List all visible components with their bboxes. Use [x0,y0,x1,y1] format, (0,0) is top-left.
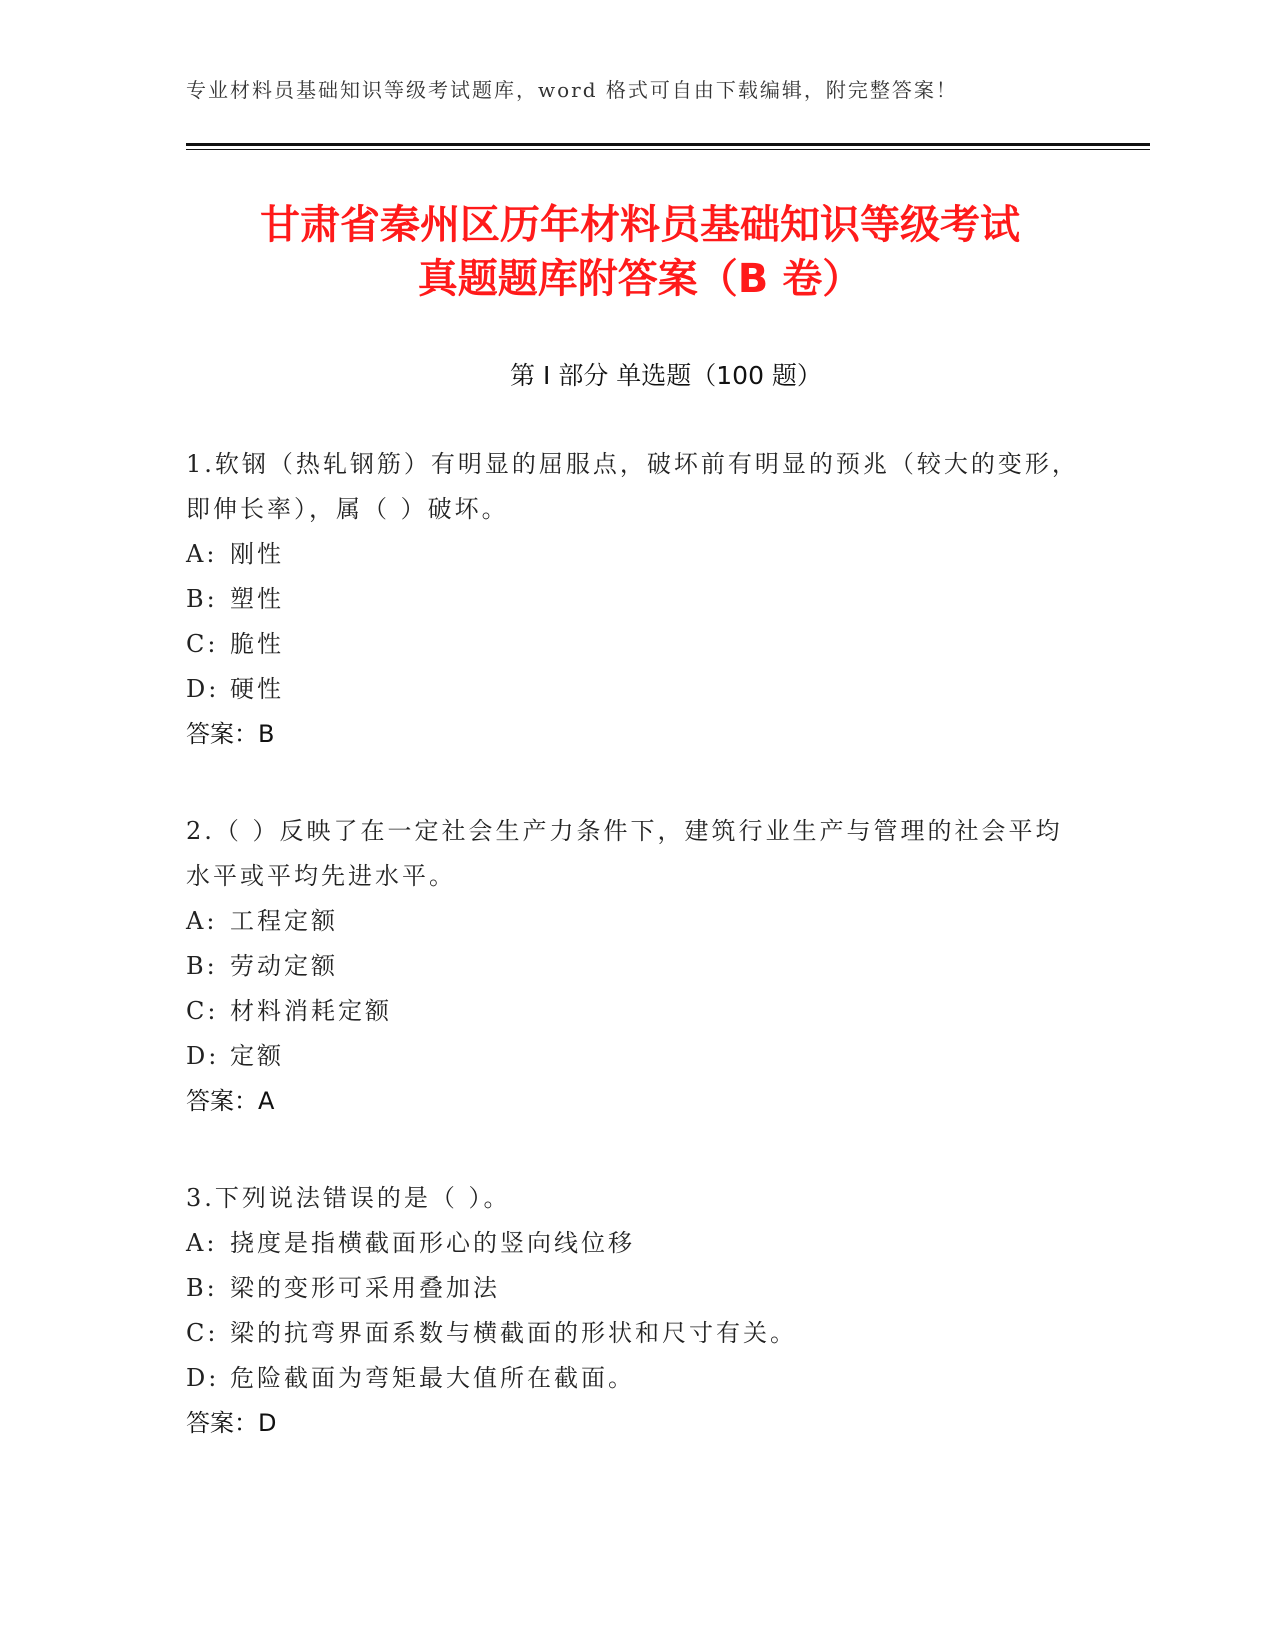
option-d [186,667,1086,712]
option-letter: D: [186,675,220,703]
document-title [180,198,1100,306]
question-list [186,442,1086,1498]
option-a [186,532,1086,577]
question-2 [186,809,1086,1124]
option-text: 挠度是指横截面形心的竖向线位移 [230,1229,635,1257]
option-letter: B: [186,952,218,980]
option-b [186,577,1086,622]
option-letter: A: [186,540,218,568]
option-letter: D: [186,1364,220,1392]
question-stem: 1.软钢（热轧钢筋）有明显的屈服点，破坏前有明显的预兆（较大的变形，即伸长率），属（ ）破坏。 [186,450,1079,523]
option-letter: A: [186,1229,218,1257]
option-text: 脆性 [230,630,284,658]
option-c [186,622,1086,667]
option-text: 梁的抗弯界面系数与横截面的形状和尺寸有关。 [230,1319,797,1347]
option-letter: C: [186,997,219,1025]
option-a [186,1221,1086,1266]
answer-line: 答案：B [186,720,275,748]
option-b [186,1266,1086,1311]
option-text: 工程定额 [230,907,338,935]
question-3 [186,1176,1086,1446]
answer-line: 答案：D [186,1409,277,1437]
option-text: 梁的变形可采用叠加法 [230,1274,500,1302]
answer-line: 答案：A [186,1087,275,1115]
option-text: 硬性 [230,675,284,703]
option-letter: C: [186,1319,219,1347]
question-stem: 3.下列说法错误的是（ ）。 [186,1184,511,1212]
option-c [186,989,1086,1034]
option-letter: C: [186,630,219,658]
option-text: 材料消耗定额 [230,997,392,1025]
header-divider-thick [186,143,1150,146]
option-letter: B: [186,585,218,613]
option-b [186,944,1086,989]
section-title: 第 I 部分 单选题（100 题） [510,361,822,390]
option-a [186,899,1086,944]
question-1 [186,442,1086,757]
option-d [186,1034,1086,1079]
option-text: 劳动定额 [230,952,338,980]
option-letter: A: [186,907,218,935]
header-note: 专业材料员基础知识等级考试题库，word 格式可自由下载编辑，附完整答案！ [186,78,958,102]
question-stem: 2.（ ）反映了在一定社会生产力条件下，建筑行业生产与管理的社会平均水平或平均先进水平。 [186,817,1063,890]
document-title-line-1: 甘肃省秦州区历年材料员基础知识等级考试 [260,202,1020,248]
option-d [186,1356,1086,1401]
document-title-line-2: 真题题库附答案（B 卷） [417,256,863,302]
option-text: 塑性 [230,585,284,613]
option-text: 刚性 [230,540,284,568]
option-text: 定额 [230,1042,284,1070]
option-c [186,1311,1086,1356]
option-text: 危险截面为弯矩最大值所在截面。 [230,1364,635,1392]
option-letter: B: [186,1274,218,1302]
option-letter: D: [186,1042,220,1070]
header-divider-thin [186,149,1150,150]
